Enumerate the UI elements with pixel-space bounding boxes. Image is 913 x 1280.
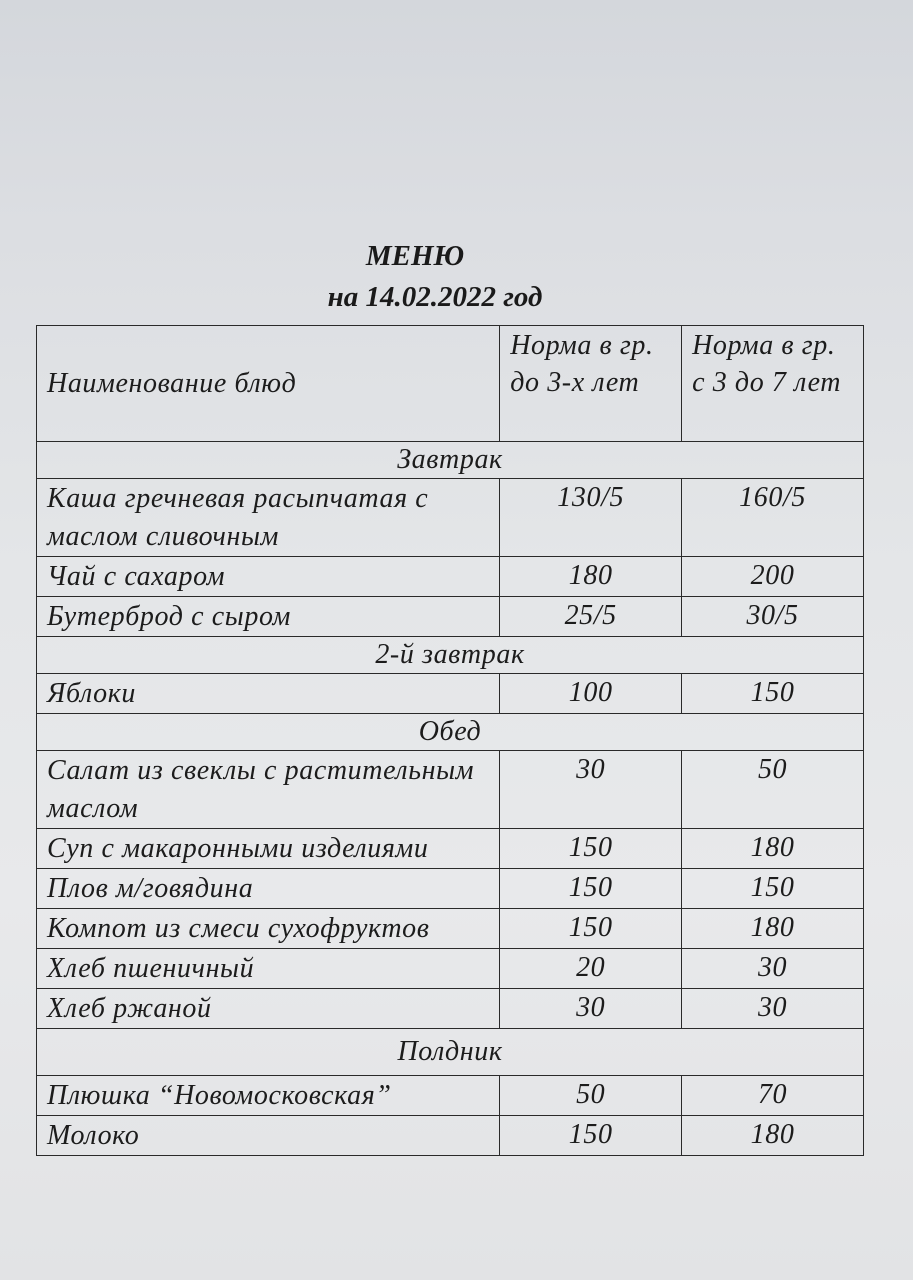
norm-3to7: 50 — [682, 751, 864, 829]
table-row — [37, 1076, 864, 1116]
dish-name: Бутерброд с сыром — [37, 597, 500, 637]
norm-3to7: 30 — [682, 989, 864, 1029]
dish-name: Суп с макаронными изделиями — [37, 829, 500, 869]
table-row — [37, 1116, 864, 1156]
table-row — [37, 949, 864, 989]
header-dish-name: Наименование блюд — [37, 326, 500, 442]
dish-name: Плов м/говядина — [37, 869, 500, 909]
table-row — [37, 829, 864, 869]
norm-3to7: 150 — [682, 869, 864, 909]
header-norm-under3: Норма в гр. до 3-х лет — [500, 326, 682, 442]
norm-under3: 30 — [500, 989, 682, 1029]
document-date: на 14.02.2022 год — [327, 281, 543, 313]
dish-name: Яблоки — [37, 674, 500, 714]
dish-name: Чай с сахаром — [37, 557, 500, 597]
norm-under3: 150 — [500, 1116, 682, 1156]
norm-3to7: 180 — [682, 1116, 864, 1156]
norm-3to7: 30/5 — [682, 597, 864, 637]
section-row — [37, 1029, 864, 1076]
norm-3to7: 180 — [682, 829, 864, 869]
table-row — [37, 909, 864, 949]
section-title-second-breakfast: 2-й завтрак — [37, 637, 864, 674]
table-row — [37, 869, 864, 909]
dish-name: Компот из смеси сухофруктов — [37, 909, 500, 949]
document-title: МЕНЮ — [365, 240, 465, 272]
dish-name: Каша гречневая расыпчатая с маслом сливочным — [37, 479, 500, 557]
norm-3to7: 70 — [682, 1076, 864, 1116]
norm-under3: 150 — [500, 869, 682, 909]
norm-under3: 150 — [500, 909, 682, 949]
table-row — [37, 479, 864, 557]
dish-name: Молоко — [37, 1116, 500, 1156]
dish-name: Хлеб ржаной — [37, 989, 500, 1029]
section-row — [37, 637, 864, 674]
table-row — [37, 557, 864, 597]
menu-table — [36, 325, 864, 1156]
header-row — [37, 326, 864, 442]
norm-3to7: 200 — [682, 557, 864, 597]
section-title-lunch: Обед — [37, 714, 864, 751]
table-row — [37, 989, 864, 1029]
norm-under3: 30 — [500, 751, 682, 829]
dish-name: Салат из свеклы с растительным маслом — [37, 751, 500, 829]
norm-under3: 20 — [500, 949, 682, 989]
table-row — [37, 597, 864, 637]
dish-name: Плюшка “Новомосковская” — [37, 1076, 500, 1116]
norm-under3: 50 — [500, 1076, 682, 1116]
norm-under3: 100 — [500, 674, 682, 714]
table-row — [37, 674, 864, 714]
norm-3to7: 180 — [682, 909, 864, 949]
norm-3to7: 30 — [682, 949, 864, 989]
section-title-afternoon-snack: Полдник — [37, 1029, 864, 1076]
section-row — [37, 442, 864, 479]
norm-under3: 130/5 — [500, 479, 682, 557]
norm-under3: 180 — [500, 557, 682, 597]
dish-name: Хлеб пшеничный — [37, 949, 500, 989]
section-title-breakfast: Завтрак — [37, 442, 864, 479]
norm-3to7: 160/5 — [682, 479, 864, 557]
section-row — [37, 714, 864, 751]
table-row — [37, 751, 864, 829]
norm-under3: 150 — [500, 829, 682, 869]
norm-under3: 25/5 — [500, 597, 682, 637]
header-norm-3to7: Норма в гр. с 3 до 7 лет — [682, 326, 864, 442]
norm-3to7: 150 — [682, 674, 864, 714]
